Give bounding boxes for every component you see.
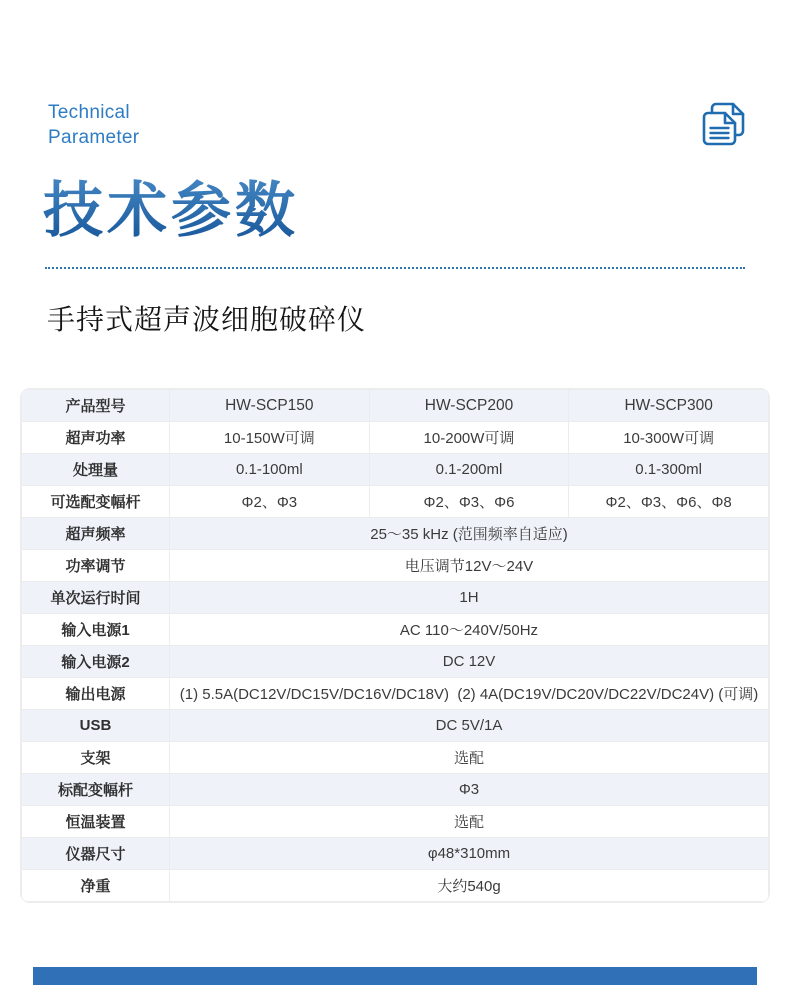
param-value-cell: (1) 5.5A(DC12V/DC15V/DC16V/DC18V) (2) 4A(DC19V/DC20V/DC22V/DC24V) (可调) [170,678,769,710]
table-row [22,646,769,678]
table-row [22,486,769,518]
param-value-cell: 大约540g [170,870,769,902]
param-value-cell: 10-200W可调 [369,422,569,454]
param-label-cell: 处理量 [22,454,170,486]
table-header-row [22,390,769,422]
eyebrow-title [48,100,139,150]
param-value-cell: 0.1-300ml [569,454,769,486]
documents-copy-icon [698,98,750,154]
param-value-cell: 选配 [170,742,769,774]
param-label-cell: 标配变幅杆 [22,774,170,806]
table-row [22,422,769,454]
param-label-cell: 输入电源1 [22,614,170,646]
spec-table [20,388,770,903]
model-cell: HW-SCP300 [569,390,769,422]
model-cell: HW-SCP200 [369,390,569,422]
param-label-cell: 超声频率 [22,518,170,550]
eyebrow-line1: Technical [48,102,130,123]
footer-accent-bar [33,967,757,985]
param-value-cell: 选配 [170,806,769,838]
param-label-cell: 单次运行时间 [22,582,170,614]
table-row [22,870,769,902]
param-value-cell: φ48*310mm [170,838,769,870]
param-label-cell: 支架 [22,742,170,774]
param-value-cell: Φ2、Φ3、Φ6 [369,486,569,518]
page-title: 技术参数 [43,163,299,249]
param-label-cell: 超声功率 [22,422,170,454]
table-row [22,582,769,614]
param-value-cell: 25～35 kHz (范围频率自适应) [170,518,769,550]
param-value-cell: Φ3 [170,774,769,806]
param-label-cell: 仪器尺寸 [22,838,170,870]
param-label-cell: 产品型号 [22,390,170,422]
table-row [22,806,769,838]
product-subtitle: 手持式超声波细胞破碎仪 [47,304,367,335]
param-label-cell: 输出电源 [22,678,170,710]
param-label-cell: 可选配变幅杆 [22,486,170,518]
param-label-cell: 输入电源2 [22,646,170,678]
param-label-cell: USB [22,710,170,742]
model-cell: HW-SCP150 [170,390,370,422]
table-row [22,774,769,806]
table-row [22,742,769,774]
eyebrow-line2: Parameter [48,127,140,148]
param-value-cell: 1H [170,582,769,614]
param-label-cell: 恒温装置 [22,806,170,838]
param-value-cell: 0.1-100ml [170,454,370,486]
param-label-cell: 功率调节 [22,550,170,582]
table-row [22,678,769,710]
param-value-cell: AC 110～240V/50Hz [170,614,769,646]
table-row [22,518,769,550]
table-row [22,710,769,742]
param-value-cell: DC 5V/1A [170,710,769,742]
table-row [22,838,769,870]
table-row [22,550,769,582]
table-row [22,454,769,486]
param-value-cell: 电压调节12V～24V [170,550,769,582]
param-value-cell: 10-300W可调 [569,422,769,454]
param-value-cell: Φ2、Φ3、Φ6、Φ8 [569,486,769,518]
table-row [22,614,769,646]
param-value-cell: 0.1-200ml [369,454,569,486]
param-value-cell: Φ2、Φ3 [170,486,370,518]
param-value-cell: DC 12V [170,646,769,678]
param-value-cell: 10-150W可调 [170,422,370,454]
param-label-cell: 净重 [22,870,170,902]
dotted-divider [45,267,745,269]
